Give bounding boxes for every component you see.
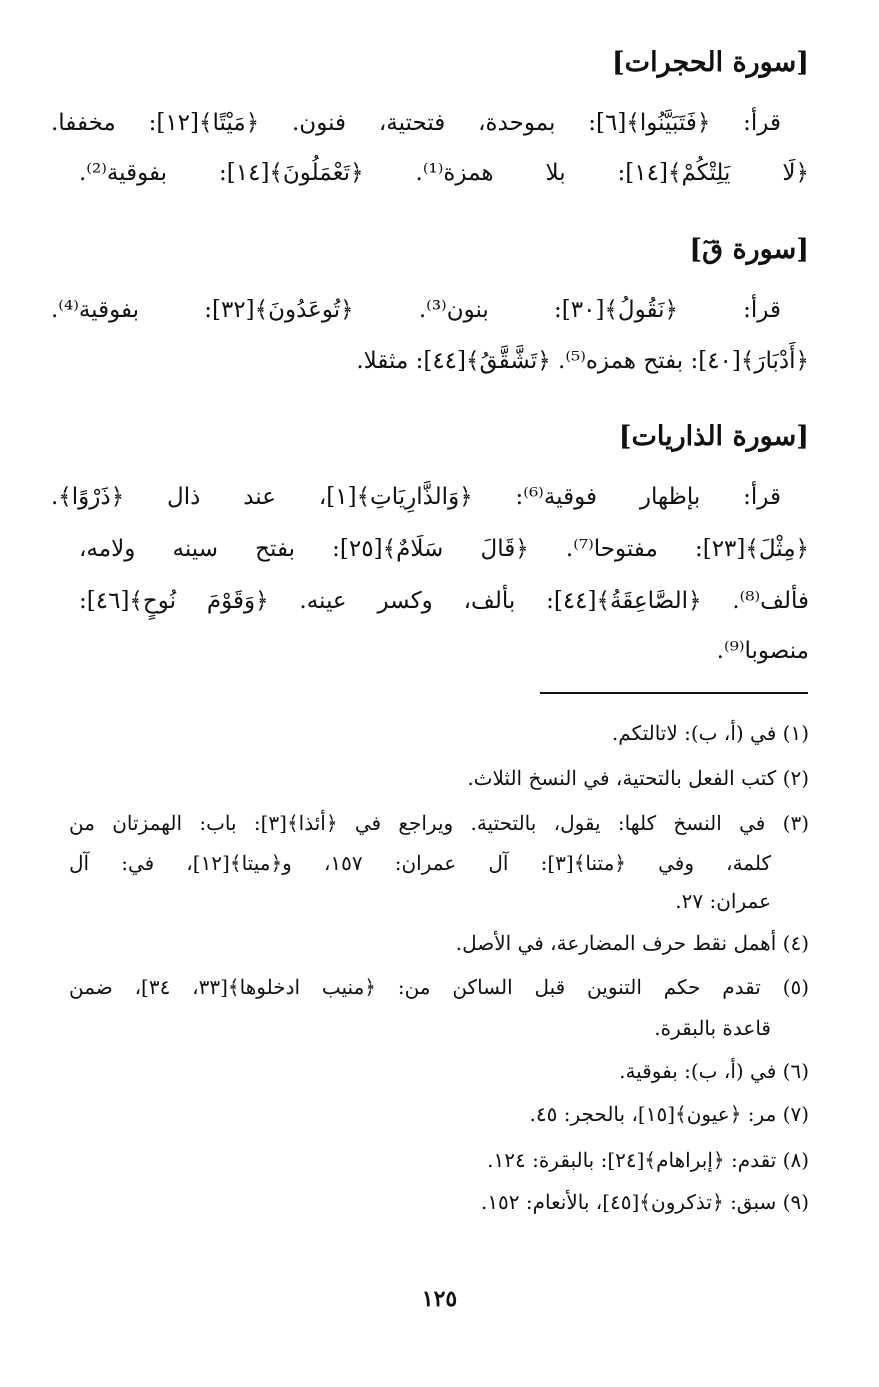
text-line: فألف⁽⁸⁾. ﴿الصَّاعِقَةُ﴾[٤٤]: بألف، وكسر عينه. ﴿وَقَوْمَ نُوحٍ﴾[٤٦]:	[79, 588, 809, 614]
text-line: ﴿مِثْلَ﴾[٢٣]: مفتوحا⁽⁷⁾. ﴿قَالَ سَلَامٌ﴾[٢٥]: بفتح سينه ولامه،	[79, 536, 810, 562]
section-heading-hujurat: [سورة الحجرات]	[611, 47, 809, 78]
footnote: (٤) أهمل نقط حرف المضارعة، في الأصل.	[455, 931, 809, 955]
footnote: (٧) مر: ﴿عيون﴾[١٥]، بالحجر: ٤٥.	[529, 1102, 809, 1126]
text-line: منصوبا⁽⁹⁾.	[716, 638, 809, 664]
footnote: (١) في (أ، ب): لاتالتكم.	[611, 721, 809, 745]
footnote: (٨) تقدم: ﴿إبراهام﴾[٢٤]: بالبقرة: ١٢٤.	[487, 1148, 809, 1172]
page-number: ١٢٥	[421, 1286, 458, 1312]
text-line: قرأ: بإظهار فوقية⁽⁶⁾: ﴿وَالذَّارِيَاتِ﴾[١]، عند ذال ﴿ذَرْوًا﴾.	[51, 484, 781, 510]
footnote: (٣) في النسخ كلها: يقول، بالتحتية. ويراجع في ﴿أئذا﴾[٣]: باب: الهمزتان من	[69, 811, 809, 835]
footnote-separator	[540, 692, 808, 694]
footnote: (٩) سبق: ﴿تذكرون﴾[٤٥]، بالأنعام: ١٥٢.	[480, 1190, 809, 1214]
text-line: ﴿أَدْبَارَ﴾[٤٠]: بفتح همزه⁽⁵⁾. ﴿تَشَّقَّقُ﴾[٤٤]: مثقلا.	[356, 348, 809, 374]
footnote: (٥) تقدم حكم التنوين قبل الساكن من: ﴿منيب ادخلوها﴾[٣٣، ٣٤]، ضمن	[69, 975, 810, 999]
footnote: (٦) في (أ، ب): بفوقية.	[619, 1059, 809, 1083]
section-heading-qaf: [سورة قٓ]	[689, 234, 809, 265]
footnote-continuation: كلمة، وفي ﴿متنا﴾[٣]: آل عمران: ١٥٧، و﴿ميتا﴾[١٢]، في: آل	[69, 851, 772, 875]
footnote-continuation: قاعدة بالبقرة.	[654, 1016, 771, 1040]
footnote: (٢) كتب الفعل بالتحتية، في النسخ الثلاث.	[467, 766, 809, 790]
section-heading-dhariyat: [سورة الذاريات]	[618, 421, 809, 452]
text-line: قرأ: ﴿فَتَبَيَّنُوا﴾[٦]: بموحدة، فتحتية، فنون. ﴿مَيْتًا﴾[١٢]: مخففا.	[51, 110, 781, 136]
footnote-continuation: عمران: ٢٧.	[675, 889, 771, 913]
text-line: ﴿لَا يَلِتْكُمْ﴾[١٤]: بلا همزة⁽¹⁾. ﴿تَعْمَلُونَ﴾[١٤]: بفوقية⁽²⁾.	[79, 160, 809, 186]
text-line: قرأ: ﴿نَقُولُ﴾[٣٠]: بنون⁽³⁾. ﴿تُوعَدُونَ﴾[٣٢]: بفوقية⁽⁴⁾.	[51, 297, 781, 323]
